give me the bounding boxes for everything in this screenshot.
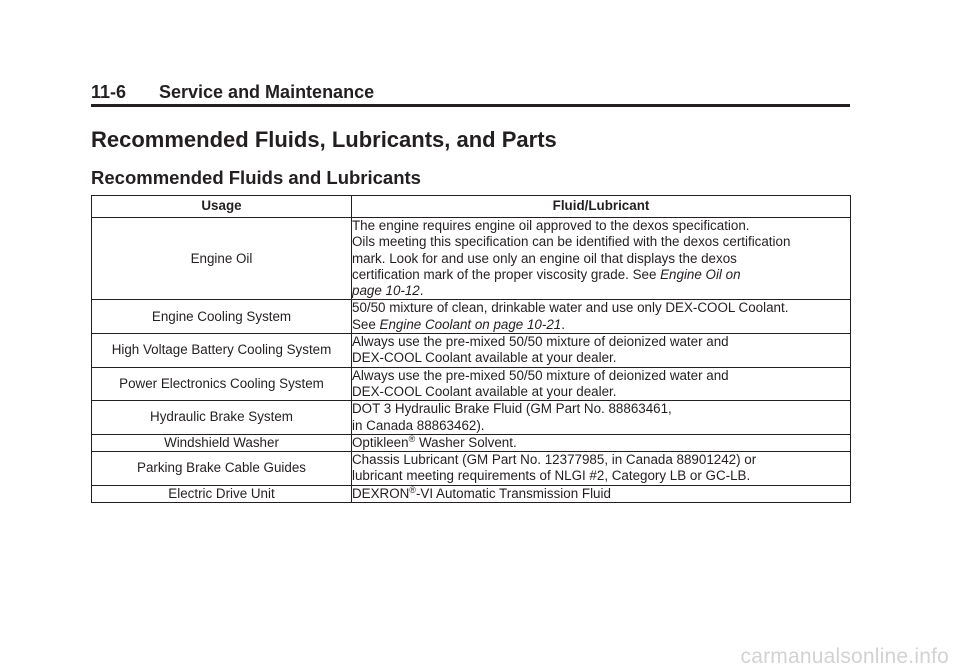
table-row [92,485,851,502]
page-number: 11-6 [91,82,127,102]
table-row [92,452,851,486]
table-row [92,300,851,334]
table-row [92,434,851,451]
fluid-line: DEX-COOL Coolant available at your dealer. [352,383,617,399]
fluid-line: lubricant meeting requirements of NLGI #2, Category LB or GC-LB. [352,468,751,484]
fluid-cell [352,367,851,401]
fluid-cell [352,485,851,502]
fluid-cell [352,434,851,451]
fluid-cell [352,334,851,368]
usage-cell: Parking Brake Cable Guides [92,452,352,486]
fluid-line: Washer Solvent. [415,434,517,450]
fluid-cell [352,218,851,300]
table-row [92,218,851,300]
registered-mark: ® [409,484,416,495]
fluid-cell [352,452,851,486]
fluid-line: Always use the pre-mixed 50/50 mixture of deionized water and [352,334,729,350]
registered-mark: ® [408,433,416,444]
fluid-line: Oils meeting this specification can be identified with the dexos certification [352,234,791,250]
column-header-fluid: Fluid/Lubricant [352,196,851,218]
fluid-line-tail: . [419,283,424,299]
fluid-line: The engine requires engine oil approved to the dexos specification. [352,218,750,233]
table-row [92,367,851,401]
usage-cell: Windshield Washer [92,434,352,451]
column-header-usage: Usage [92,196,352,218]
usage-cell: High Voltage Battery Cooling System [92,334,352,368]
section-name: Service and Maintenance [159,82,375,102]
fluid-line: -VI Automatic Transmission Fluid [415,485,611,501]
table-header-row [92,196,851,218]
fluid-line: mark. Look for and use only an engine oil that displays the dexos [352,250,737,266]
usage-cell: Hydraulic Brake System [92,401,352,435]
usage-cell: Electric Drive Unit [92,485,352,502]
usage-cell: Power Electronics Cooling System [92,367,352,401]
fluid-line: in Canada 88863462). [352,417,485,433]
usage-cell: Engine Oil [92,218,352,300]
fluid-cell [352,300,851,334]
fluid-line-tail: . [561,316,565,332]
fluid-line: DEX-COOL Coolant available at your dealer. [352,350,617,366]
cross-reference-link[interactable]: Engine Oil on [660,266,741,282]
fluid-line: See [352,316,380,332]
page-header [91,82,850,107]
section-subtitle: Recommended Fluids and Lubricants [91,167,421,188]
fluid-line: certification mark of the proper viscosity grade. See [352,266,661,282]
watermark: carmanualsonline.info [740,645,949,668]
cross-reference-link[interactable]: page 10-12 [352,283,420,299]
fluid-line: 50/50 mixture of clean, drinkable water and use only DEX-COOL Coolant. [352,300,789,316]
fluid-line: Chassis Lubricant (GM Part No. 12377985, in Canada 88901242) or [352,452,757,468]
table-row [92,334,851,368]
fluid-line: Always use the pre-mixed 50/50 mixture of deionized water and [352,367,729,383]
table-row [92,401,851,435]
fluid-line: Optikleen [352,434,409,450]
page-title: Recommended Fluids, Lubricants, and Parts [91,127,557,152]
fluids-table [91,195,851,503]
fluid-cell [352,401,851,435]
fluid-line: DOT 3 Hydraulic Brake Fluid (GM Part No. 88863461, [352,401,672,417]
usage-cell: Engine Cooling System [92,300,352,334]
cross-reference-link[interactable]: Engine Coolant on page 10-21 [379,316,562,332]
fluid-line: DEXRON [352,485,410,501]
